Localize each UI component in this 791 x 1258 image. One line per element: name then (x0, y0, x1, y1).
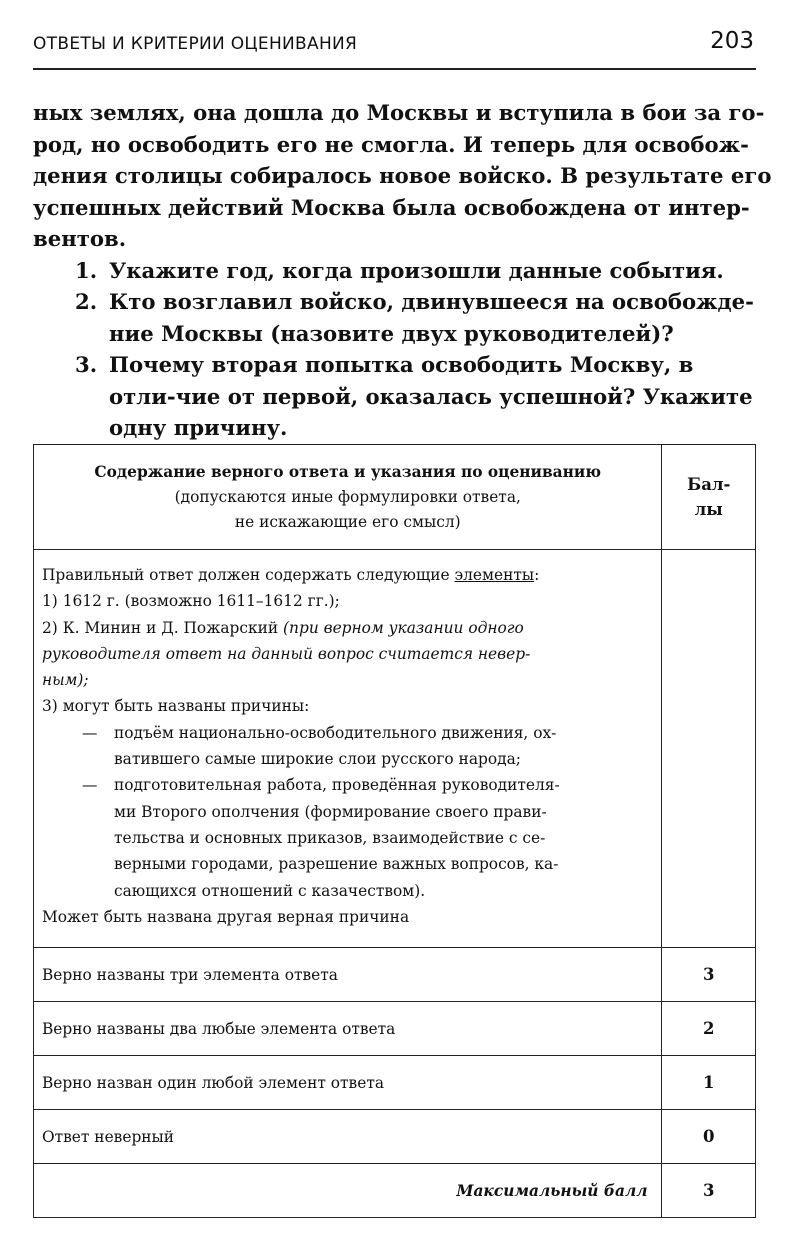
intro-line: успешных действий Москва была освобождена от интер- (33, 194, 750, 220)
content-line: ми Второго ополчения (формирование своего прави- (114, 802, 547, 821)
content-header-note: не искажающие его смысл) (234, 512, 461, 531)
criterion-label: Верно назван один любой элемент ответа (34, 1056, 662, 1110)
content-header-title: Содержание верного ответа и указания по оцениванию (94, 462, 602, 481)
intro-line: род, но освободить его не смогла. И теперь для освобож- (33, 131, 749, 157)
page-number: 203 (710, 28, 754, 54)
body-text (33, 97, 772, 444)
running-title: ОТВЕТЫ И КРИТЕРИИ ОЦЕНИВАНИЯ (33, 34, 358, 54)
question-number: 3. (75, 352, 98, 377)
question-number: 1. (75, 257, 98, 283)
question-2 (33, 286, 756, 349)
question-text: Укажите год, когда произошли данные события. (109, 257, 724, 283)
content-line (42, 562, 653, 588)
points-empty (662, 550, 756, 948)
answer-content-row (34, 550, 756, 948)
criterion-label: Верно названы три элемента ответа (34, 948, 662, 1002)
page-header (33, 30, 756, 70)
content-line: верными городами, разрешение важных вопросов, ка- (114, 855, 559, 874)
criterion-label: Ответ неверный (34, 1110, 662, 1164)
dash-bullet: — (82, 723, 98, 742)
points-header-text: Бал- (687, 475, 731, 494)
content-text: подготовительная работа, проведённая руководителя- (114, 776, 560, 795)
content-text: : (534, 566, 540, 584)
intro-line: ных землях, она дошла до Москвы и вступила в бои за го- (33, 100, 765, 125)
content-line: ватившего самые широкие слои русского народа; (114, 750, 521, 769)
criterion-label: Верно названы два любые элемента ответа (34, 1002, 662, 1056)
content-line: Может быть названа другая верная причина (42, 907, 410, 926)
dash-bullet: — (82, 776, 98, 795)
table-row (34, 1002, 756, 1056)
criterion-points: 0 (662, 1110, 756, 1164)
criteria-table (33, 444, 756, 1218)
question-text: Кто возглавил войско, двинувшееся на освобожде-ние Москвы (назовите двух руководителей)? (109, 289, 754, 346)
table-row (34, 948, 756, 1002)
content-text: 2) К. Минин и Д. Пожарский (42, 618, 284, 637)
content-line (42, 615, 653, 641)
underlined-word: элементы (454, 566, 535, 584)
answer-content (34, 550, 662, 948)
content-line: 3) могут быть названы причины: (42, 697, 310, 716)
criterion-points: 2 (662, 1002, 756, 1056)
question-3 (33, 349, 756, 444)
content-line (42, 667, 653, 693)
points-header-text: лы (694, 500, 723, 519)
content-line (42, 772, 653, 798)
intro-paragraph (33, 97, 772, 255)
max-score-points: 3 (662, 1164, 756, 1218)
table-row (34, 1056, 756, 1110)
table-row (34, 1110, 756, 1164)
content-text: Правильный ответ должен содержать следующие (42, 566, 455, 584)
content-header (34, 445, 662, 550)
italic-note: (при верном указании одного (283, 618, 524, 637)
criterion-points: 1 (662, 1056, 756, 1110)
content-line: сающихся отношений с казачеством). (114, 881, 426, 900)
intro-line: вентов. (33, 226, 127, 251)
question-number: 2. (75, 289, 98, 314)
italic-note: руководителя ответ на данный вопрос считается невер- (42, 644, 531, 663)
content-line (42, 720, 653, 746)
italic-note: ным); (42, 671, 89, 690)
content-line (42, 641, 653, 667)
content-text: подъём национально-освободительного движения, ох- (114, 723, 557, 742)
content-line: тельства и основных приказов, взаимодействие с се- (114, 828, 546, 847)
table-header-row (34, 445, 756, 550)
points-header (662, 445, 756, 550)
content-header-note: (допускаются иные формулировки ответа, (174, 487, 521, 506)
content-line: 1) 1612 г. (возможно 1611–1612 гг.); (42, 592, 340, 611)
max-score-row (34, 1164, 756, 1218)
question-text: Почему вторая попытка освободить Москву, в отли-чие от первой, оказалась успешной? Укажите одну причину. (109, 352, 753, 440)
intro-line: дения столицы собиралось новое войско. В результате его (33, 163, 772, 188)
question-1 (33, 255, 756, 287)
max-score-label: Максимальный балл (34, 1164, 662, 1218)
criterion-points: 3 (662, 948, 756, 1002)
